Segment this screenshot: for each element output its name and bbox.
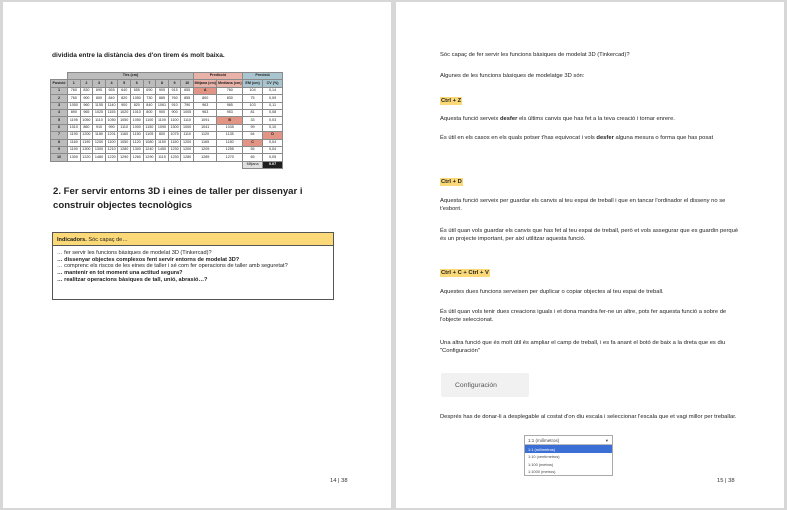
table-cell-tir: 1110: [118, 124, 131, 131]
table-cell-cv: 0,08: [263, 109, 283, 116]
indicators-title: Indicadors. Sóc capaç de…: [53, 233, 333, 246]
table-cell-tir: 1050: [118, 117, 131, 124]
table-cell-posicio: 5: [51, 117, 68, 124]
configuracion-button-label: Configuración: [455, 382, 497, 389]
table-col-tir: 3: [93, 80, 106, 87]
table-col-tir: 9: [168, 80, 181, 87]
table-cell-tir: 655: [105, 87, 118, 94]
page-number-right: 15 | 38: [717, 478, 735, 484]
table-cell-cv: 0,14: [263, 87, 283, 94]
right-intro: Algunes de les funcions bàsiques de modelatge 3D són:: [440, 73, 585, 79]
table-col-tir: 2: [80, 80, 93, 87]
table-cell-tir: 1220: [105, 154, 118, 161]
table-col-mediana: Mediana (cm): [217, 80, 243, 87]
table-cell-tir: 1201: [105, 132, 118, 139]
table-cell-tir: 900: [168, 109, 181, 116]
table-cell-tir: 760: [68, 87, 81, 94]
table-cell-em: 33: [243, 117, 263, 124]
indicators-box: [52, 232, 334, 300]
table-cell-cv: 0,09: [263, 95, 283, 102]
table-cell-tir: 1210: [105, 146, 118, 153]
table-cell-mitjana: 1209: [193, 146, 217, 153]
table-group-precisio: Precisió: [243, 73, 283, 80]
table-cell-cv: 0,05: [263, 154, 283, 161]
table-cell-tir: 790: [181, 102, 194, 109]
table-row: [51, 132, 283, 139]
table-cell-tir: 1290: [143, 154, 156, 161]
table-cell-em: 99: [243, 124, 263, 131]
indicator-item: … mantenir en tot moment una actitud segura?: [57, 270, 183, 277]
table-body: [51, 87, 283, 161]
table-cell-tir: 1000: [181, 124, 194, 131]
table-cell-tir: 1100: [168, 117, 181, 124]
table-col-mitjana: Mitjana (cm): [193, 80, 217, 87]
table-cell-tir: 655: [181, 87, 194, 94]
table-cell-mediana: 1255: [217, 146, 243, 153]
table-cell-tir: 1240: [143, 146, 156, 153]
table-col-em: EM (cm): [243, 80, 263, 87]
table-column-header-row: [51, 80, 283, 87]
table-cell-tir: 900: [156, 109, 169, 116]
scale-dropdown-option[interactable]: 1:100 (metros): [528, 461, 554, 467]
ctrl-d-label: Ctrl + D: [441, 179, 462, 185]
table-cell-tir: 840: [105, 95, 118, 102]
table-cell-tir: 1180: [93, 132, 106, 139]
table-cell-tir: 1190: [80, 139, 93, 146]
table-row: [51, 146, 283, 153]
table-cell-tir: 900: [118, 102, 131, 109]
table-cell-posicio: 2: [51, 95, 68, 102]
table-cell-tir: 760: [168, 95, 181, 102]
table-row: [51, 124, 283, 131]
table-cell-tir: 1200: [93, 139, 106, 146]
table-cell-tir: 1260: [130, 154, 143, 161]
table-cell-tir: 1110: [181, 132, 194, 139]
table-cell-tir: 640: [118, 87, 131, 94]
ctrl-cv-paragraph-2: És útil quan vols tenir dues creacions iguals i et dona mandra fer-ne un altre, pots fer aquesta funció a sobre de l'objecte seleccionat.: [440, 309, 727, 323]
table-cell-mitjana: 1120: [193, 132, 217, 139]
table-col-tir: 10: [181, 80, 194, 87]
left-intro-text: dividida entre la distància des d'on tirem és molt baixa.: [52, 52, 225, 59]
page-number-left: 14 | 38: [330, 478, 348, 484]
table-cell-mediana: 830: [217, 95, 243, 102]
table-cell-tir: 1200: [181, 146, 194, 153]
table-row: [51, 95, 283, 102]
table-cell-tir: 690: [143, 87, 156, 94]
table-cell-mediana: 1135: [217, 132, 243, 139]
table-cell-tir: 1000: [130, 124, 143, 131]
table-cell-tir: 1160: [118, 132, 131, 139]
table-cell-tir: 1300: [68, 154, 81, 161]
table-col-cv: CV (%): [263, 80, 283, 87]
table-cell-tir: 1230: [168, 146, 181, 153]
chevron-down-icon: ▾: [605, 438, 608, 443]
scale-dropdown-option[interactable]: 1:1000 (metros): [528, 469, 556, 475]
table-cell-tir: 1220: [80, 154, 93, 161]
table-col-tir: 1: [68, 80, 81, 87]
table-cell-tir: 820: [118, 95, 131, 102]
table-row: [51, 102, 283, 109]
table-cell-tir: 1155: [105, 109, 118, 116]
table-cell-tir: 915: [168, 87, 181, 94]
shots-table: [50, 72, 283, 169]
table-cell-tir: 760: [68, 95, 81, 102]
right-heading: Sóc capaç de fer servir les funcions bàsiques de modelat 3D (Tinkercad)?: [440, 52, 630, 58]
right-page: [396, 2, 784, 508]
table-cell-tir: 1300: [93, 146, 106, 153]
table-col-posicio: Posició: [51, 80, 68, 87]
table-cell-tir: 1090: [156, 124, 169, 131]
table-col-tir: 4: [105, 80, 118, 87]
ctrl-d-paragraph-1: Aquesta funció serveix per guardar els canvis al teu espai de treball i que en tancar l'ordinador el disseny no se t'esborri.: [440, 198, 726, 212]
table-group-tirs: Tirs (cm): [68, 73, 194, 80]
table-cell-tir: 1050: [118, 139, 131, 146]
table-cell-tir: 855: [181, 95, 194, 102]
table-cell-em: 104: [243, 87, 263, 94]
table-cell-tir: 800: [143, 109, 156, 116]
table-cell-em: 75: [243, 95, 263, 102]
table-cell-tir: 1100: [105, 139, 118, 146]
indicator-item: … realitzar operacions bàsiques de tall, unió, abrasió…?: [57, 276, 208, 283]
table-cell-mitjana: 1165: [193, 139, 217, 146]
table-row: [51, 139, 283, 146]
table-cell-tir: 900: [80, 95, 93, 102]
table-cell-em: C: [243, 139, 263, 146]
table-cell-cv: 0,03: [263, 117, 283, 124]
table-cell-tir: 730: [143, 95, 156, 102]
table-cell-tir: 1115: [156, 154, 169, 161]
table-cell-mitjana: 1041: [193, 124, 217, 131]
table-cell-em: 64: [243, 132, 263, 139]
after-config-paragraph: Després has de donar-li a desplegable al costat d'on diu escala i seleccionar l'escala que et vagi millor per treballar.: [440, 414, 737, 420]
table-cell-tir: 1020: [118, 109, 131, 116]
scale-dropdown-option[interactable]: 1:10 (centímetros): [528, 454, 560, 460]
table-cell-tir: 905: [156, 87, 169, 94]
table-cell-tir: 965: [80, 109, 93, 116]
table-cell-tir: 890: [68, 109, 81, 116]
scale-dropdown[interactable]: [524, 435, 613, 476]
table-cell-tir: 1080: [143, 139, 156, 146]
table-cell-posicio: 7: [51, 132, 68, 139]
ctrl-z-paragraph-2: És útil en els casos en els quals potser t'has equivocat i vols desfer alguna mesura o forma que has posat: [440, 135, 714, 141]
table-cell-mitjana: 800: [193, 95, 217, 102]
table-cell-mitjana: 1091: [193, 117, 217, 124]
table-cell-mediana: 760: [217, 87, 243, 94]
table-cell-cv: 0,04: [263, 146, 283, 153]
table-cell-tir: 990: [105, 124, 118, 131]
ctrl-cv-label: Ctrl + C + Ctrl + V: [441, 270, 489, 276]
table-cell-tir: 960: [80, 102, 93, 109]
indicators-list: [53, 246, 333, 284]
table-cell-mitjana: 963: [193, 102, 217, 109]
ctrl-cv-paragraph-1: Aquestes dues funcions serveixen per duplicar o copiar objectes al teu espai de treball.: [440, 289, 664, 295]
table-cell-em: 81: [243, 109, 263, 116]
table-row: [51, 87, 283, 94]
table-cell-tir: 1050: [105, 117, 118, 124]
table-cell-tir: 1050: [68, 102, 81, 109]
table-cell-em: 103: [243, 102, 263, 109]
table-group-header-row: [51, 73, 283, 80]
table-cell-mediana: 953: [217, 109, 243, 116]
table-cell-tir: 1290: [118, 154, 131, 161]
table-cell-tir: 1075: [168, 132, 181, 139]
table-cell-tir: 1110: [181, 117, 194, 124]
table-cell-tir: 1140: [105, 102, 118, 109]
table-cell-tir: 1061: [156, 102, 169, 109]
table-cell-tir: 800: [93, 95, 106, 102]
table-row: [51, 154, 283, 161]
table-cell-mediana: 965: [217, 102, 243, 109]
configuracion-button[interactable]: [441, 373, 529, 397]
table-cell-tir: 840: [143, 102, 156, 109]
table-cell-posicio: 4: [51, 109, 68, 116]
table-mitjana-label: Mitjana: [243, 161, 263, 168]
table-cell-tir: 1280: [118, 146, 131, 153]
table-col-tir: 7: [143, 80, 156, 87]
table-cell-tir: 1190: [68, 132, 81, 139]
table-cell-mitjana: 963: [193, 109, 217, 116]
table-cell-tir: 1155: [93, 102, 106, 109]
table-cell-tir: 1300: [130, 146, 143, 153]
table-col-tir: 8: [156, 80, 169, 87]
table-cell-tir: 1110: [93, 117, 106, 124]
table-cell-tir: 1120: [130, 139, 143, 146]
table-cell-tir: 910: [93, 124, 106, 131]
table-row: [51, 109, 283, 116]
table-cell-tir: 1300: [168, 124, 181, 131]
table-cell-tir: 1200: [181, 139, 194, 146]
table-cell-tir: 1150: [130, 132, 143, 139]
scale-dropdown-options: [525, 445, 612, 475]
ctrl-z-label: Ctrl + Z: [441, 98, 462, 104]
table-cell-mediana: B: [217, 117, 243, 124]
table-cell-mediana: 1035: [217, 124, 243, 131]
table-mitjana-value: 0.07: [263, 161, 283, 168]
table-cell-posicio: 3: [51, 102, 68, 109]
table-footer-row: [51, 161, 283, 168]
table-cell-tir: 1005: [181, 109, 194, 116]
left-page: [3, 2, 391, 508]
table-cell-tir: 1050: [130, 95, 143, 102]
table-cell-tir: 800: [156, 132, 169, 139]
table-cell-tir: 1050: [130, 117, 143, 124]
table-cell-tir: 1050: [80, 117, 93, 124]
table-col-tir: 5: [118, 80, 131, 87]
table-group-prediccio: Predicció: [193, 73, 242, 80]
table-cell-tir: 1190: [68, 146, 81, 153]
table-cell-mediana: 1150: [217, 139, 243, 146]
ctrl-d-paragraph-2: És útil quan vols guardar els canvis que has fet al teu espai de treball, però et vols assegurar que es guardin perquè és un projecte important, per així utilitzar aquesta funció.: [440, 228, 739, 242]
table-cell-mitjana: 1289: [193, 154, 217, 161]
table-cell-tir: 860: [80, 124, 93, 131]
table-cell-posicio: 10: [51, 154, 68, 161]
table-cell-tir: 1150: [156, 139, 169, 146]
table-cell-tir: 1450: [156, 146, 169, 153]
table-cell-tir: 1150: [168, 139, 181, 146]
table-row: [51, 117, 283, 124]
table-cell-tir: 1100: [143, 117, 156, 124]
table-cell-tir: 820: [130, 102, 143, 109]
table-cell-tir: 830: [80, 87, 93, 94]
table-cell-em: 65: [243, 154, 263, 161]
indicator-item: … dissenyar objectes complexos fent servir entorns de modelat 3D?: [57, 256, 240, 263]
table-cell-tir: 1010: [130, 109, 143, 116]
table-cell-tir: 1230: [168, 154, 181, 161]
table-cell-posicio: 8: [51, 139, 68, 146]
table-cell-tir: 655: [130, 87, 143, 94]
table-cell-tir: 1195: [68, 117, 81, 124]
ctrl-z-paragraph-1: Aquesta funció serveix desfer els últims canvis que has fet a la teva creació i tornar enrere.: [440, 116, 675, 122]
table-cell-posicio: 9: [51, 146, 68, 153]
table-cell-em: 55: [243, 146, 263, 153]
ctrl-cv-paragraph-3: Una altra funció que és molt útil és ampliar el camp de treball, i es fa anant el botó de baix a la dreta que es diu "Configuración": [440, 340, 726, 354]
scale-dropdown-option[interactable]: 1:1 (milímetros): [525, 445, 612, 453]
table-cell-cv: D: [263, 132, 283, 139]
table-cell-tir: 1280: [181, 154, 194, 161]
table-cell-tir: 910: [168, 102, 181, 109]
table-cell-cv: 0,10: [263, 124, 283, 131]
table-cell-tir: 695: [93, 87, 106, 94]
table-cell-tir: 1160: [68, 139, 81, 146]
table-cell-tir: 1300: [80, 146, 93, 153]
scale-dropdown-selected[interactable]: 1:1 (milímetros) ▾: [525, 436, 612, 445]
table-cell-tir: 885: [156, 95, 169, 102]
table-cell-cv: 0,04: [263, 139, 283, 146]
table-cell-tir: 1480: [93, 154, 106, 161]
table-cell-posicio: 1: [51, 87, 68, 94]
table-col-tir: 6: [130, 80, 143, 87]
table-cell-posicio: 6: [51, 124, 68, 131]
indicator-item: … comprenc els riscos de les eines de taller i sé com fer operacions de taller amb seguretat?: [57, 263, 288, 270]
indicator-item: … fer servir les funcions bàsiques de modelat 3D (Tinkercad)?: [57, 250, 212, 256]
table-cell-mediana: 1270: [217, 154, 243, 161]
table-cell-tir: 1100: [156, 117, 169, 124]
table-cell-tir: 1010: [68, 124, 81, 131]
table-cell-cv: 0,11: [263, 102, 283, 109]
table-cell-tir: 1105: [143, 132, 156, 139]
section-heading: 2. Fer servir entorns 3D i eines de taller per dissenyar i construir objectes tecnològics: [53, 186, 303, 211]
table-cell-tir: 1150: [143, 124, 156, 131]
table-cell-mitjana: A: [193, 87, 217, 94]
table-cell-tir: 1025: [93, 109, 106, 116]
table-cell-tir: 1200: [80, 132, 93, 139]
